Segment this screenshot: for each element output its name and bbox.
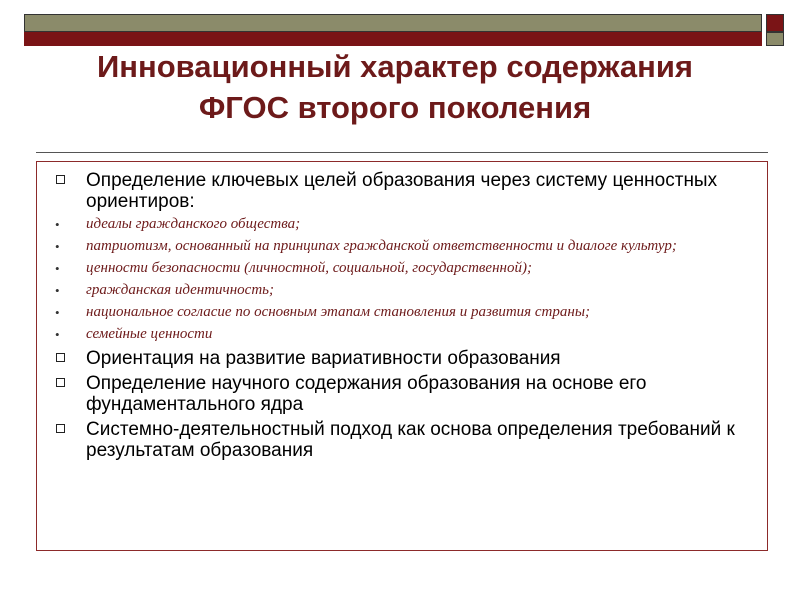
square-bullet-icon (56, 424, 65, 433)
value-item-text: патриотизм, основанный на принципах гражданской ответственности и диалоге культур; (86, 238, 677, 254)
slide-title (40, 46, 750, 128)
list-item-scientific-content (37, 373, 767, 415)
header-bar-olive (24, 14, 762, 32)
list-item-goals (37, 170, 767, 212)
square-bullet-icon (56, 353, 65, 362)
list-item-text: Ориентация на развитие вариативности образования (86, 348, 561, 369)
header-corner-maroon (766, 14, 784, 32)
list-item-text: Определение научного содержания образования на основе его фундаментального ядра (86, 373, 647, 415)
value-item (37, 325, 767, 344)
header-corner-olive (766, 32, 784, 46)
value-item (37, 237, 767, 256)
dot-bullet-icon: • (55, 261, 60, 276)
square-bullet-icon (56, 378, 65, 387)
square-bullet-icon (56, 175, 65, 184)
value-item-text: национальное согласие по основным этапам становления и развития страны; (86, 304, 590, 320)
slide-title-line-2: ФГОС второго поколения (198, 90, 592, 125)
value-item-text: идеалы гражданского общества; (86, 216, 301, 232)
dot-bullet-icon: • (55, 305, 60, 320)
value-item (37, 259, 767, 278)
dot-bullet-icon: • (55, 327, 60, 342)
list-item-variability (37, 348, 767, 369)
dot-bullet-icon: • (55, 239, 60, 254)
list-item-text: Системно-деятельностный подход как основа определения требований к результатам образования (86, 419, 735, 461)
value-item (37, 215, 767, 234)
value-item-text: семейные ценности (86, 326, 213, 342)
content-box (36, 161, 768, 551)
bullet-list (37, 170, 767, 461)
value-item-text: гражданская идентичность; (86, 282, 274, 298)
list-item-system-activity (37, 419, 767, 461)
list-item-text: Определение ключевых целей образования через систему ценностных ориентиров: (86, 170, 718, 212)
dot-bullet-icon: • (55, 283, 60, 298)
dot-bullet-icon: • (55, 217, 60, 232)
value-item-text: ценности безопасности (личностной, социальной, государственной); (86, 260, 532, 276)
value-item (37, 303, 767, 322)
title-divider (36, 152, 768, 153)
value-item (37, 281, 767, 300)
slide-title-line-1: Инновационный характер содержания (96, 49, 694, 84)
header-bar-maroon (24, 32, 762, 46)
